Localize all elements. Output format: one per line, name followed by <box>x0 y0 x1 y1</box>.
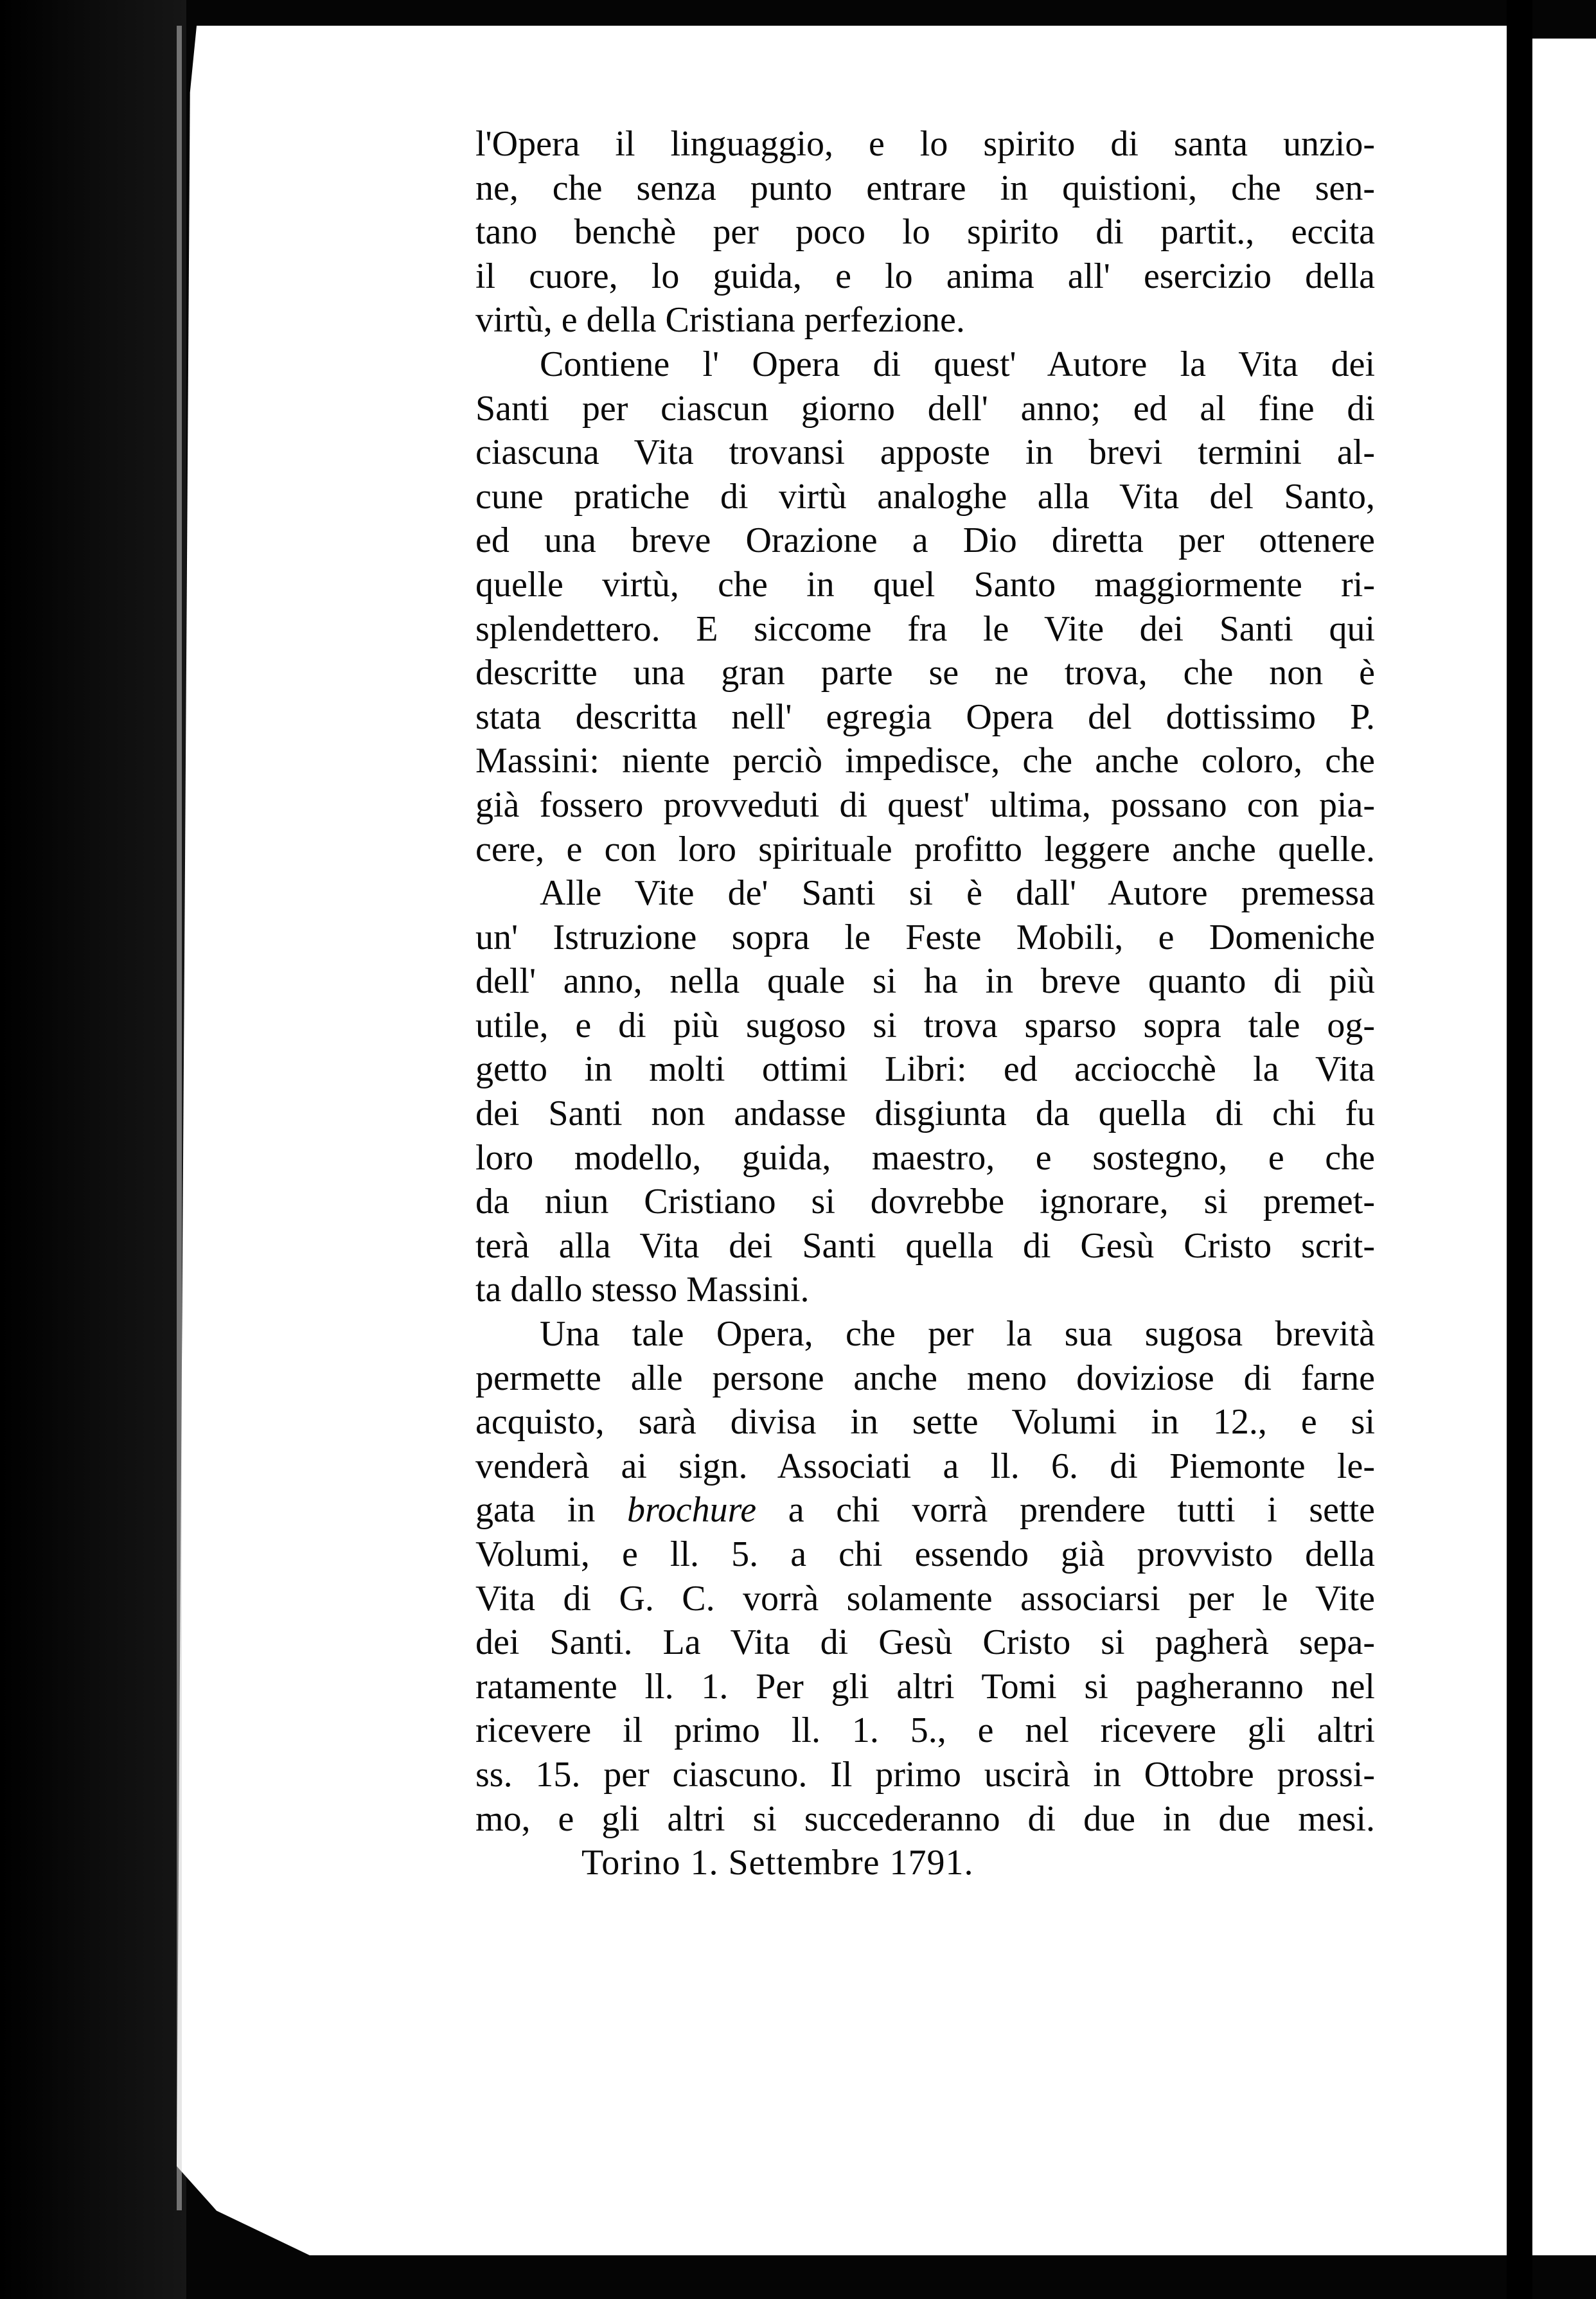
text-line: permette alle persone anche meno doviziose di farne <box>475 1358 1375 1398</box>
text-line: ratamente ll. 1. Per gli altri Tomi si pagheranno nel <box>475 1666 1375 1707</box>
text-line: Santi per ciascun giorno dell' anno; ed al fine di <box>475 388 1375 429</box>
dateline: Torino 1. Settembre 1791. <box>581 1843 974 1883</box>
dateline-block <box>475 1841 1375 1885</box>
text-line: loro modello, guida, maestro, e sostegno, e che <box>475 1137 1375 1178</box>
text-line: mo, e gli altri si succederanno di due in due mesi. <box>475 1798 1375 1839</box>
text-line: Massini: niente perciò impedisce, che anche coloro, che <box>475 741 1375 781</box>
text-line: Una tale Opera, che per la sua sugosa brevità <box>540 1314 1375 1354</box>
text-line: dei Santi non andasse disgiunta da quella di chi fu <box>475 1094 1375 1134</box>
text-line: utile, e di più sugoso si trova sparso sopra tale og- <box>475 1005 1375 1045</box>
text-line: acquisto, sarà divisa in sette Volumi in 12., e si <box>475 1402 1375 1442</box>
text-line: il cuore, lo guida, e lo anima all' esercizio della <box>475 256 1375 296</box>
text-line: ricevere il primo ll. 1. 5., e nel ricevere gli altri <box>475 1710 1375 1751</box>
text-line: Vita di G. C. vorrà solamente associarsi per le Vite <box>475 1578 1375 1619</box>
paragraph-2 <box>475 342 1375 871</box>
text-line-with-italic <box>475 1488 1375 1532</box>
text-line: virtù, e della Cristiana perfezione. <box>475 300 965 341</box>
text-line: getto in molti ottimi Libri: ed acciocchè la Vita <box>475 1049 1375 1090</box>
text-line: cere, e con loro spirituale profitto leggere anche quelle. <box>475 829 1375 869</box>
text-line: dell' anno, nella quale si ha in breve quanto di più <box>475 961 1375 1002</box>
text-line: stata descritta nell' egregia Opera del dottissimo P. <box>475 697 1375 737</box>
text-line: venderà ai sign. Associati a ll. 6. di Piemonte le- <box>475 1446 1375 1486</box>
text-line: tano benchè per poco lo spirito di partit., eccita <box>475 212 1375 253</box>
page-edge <box>177 26 201 2210</box>
text-line: ne, che senza punto entrare in quistioni, che sen- <box>475 168 1375 208</box>
text-line: ss. 15. per ciascuno. Il primo uscirà in Ottobre prossi- <box>475 1754 1375 1795</box>
text-line: descritte una gran parte se ne trova, che non è <box>475 653 1375 693</box>
text-line: dei Santi. La Vita di Gesù Cristo si pagherà sepa- <box>475 1622 1375 1663</box>
book-gutter <box>1507 0 1532 2299</box>
text-line: Volumi, e ll. 5. a chi essendo già provvisto della <box>475 1534 1375 1574</box>
binding-shadow <box>0 0 186 2299</box>
page-text <box>475 122 1375 1885</box>
text-line: terà alla Vita dei Santi quella di Gesù Cristo scrit- <box>475 1225 1375 1266</box>
text-line: cune pratiche di virtù analoghe alla Vita del Santo, <box>475 476 1375 517</box>
paragraph-1 <box>475 122 1375 342</box>
text-line: splendettero. E siccome fra le Vite dei Santi qui <box>475 608 1375 649</box>
text-line: quelle virtù, che in quel Santo maggiormente ri- <box>475 564 1375 605</box>
text-line: già fossero provveduti di quest' ultima, possano con pia- <box>475 785 1375 825</box>
text-line: l'Opera il linguaggio, e lo spirito di santa unzio- <box>475 124 1375 164</box>
text-line: Alle Vite de' Santi si è dall' Autore premessa <box>540 873 1375 914</box>
text-line: ed una breve Orazione a Dio diretta per ottenere <box>475 520 1375 561</box>
italic-term: brochure <box>627 1490 757 1531</box>
text-fragment: gata in <box>475 1490 596 1531</box>
adjacent-page-edge <box>1532 39 1596 2255</box>
text-line: un' Istruzione sopra le Feste Mobili, e Domeniche <box>475 917 1375 957</box>
paragraph-3 <box>475 871 1375 1312</box>
text-line: ciascuna Vita trovansi apposte in brevi termini al- <box>475 432 1375 473</box>
text-line: Contiene l' Opera di quest' Autore la Vita dei <box>540 344 1375 384</box>
text-line: da niun Cristiano si dovrebbe ignorare, si premet- <box>475 1182 1375 1222</box>
text-fragment: a chi vorrà prendere tutti i sette <box>788 1490 1376 1531</box>
text-line: ta dallo stesso Massini. <box>475 1270 810 1310</box>
paragraph-4 <box>475 1312 1375 1841</box>
